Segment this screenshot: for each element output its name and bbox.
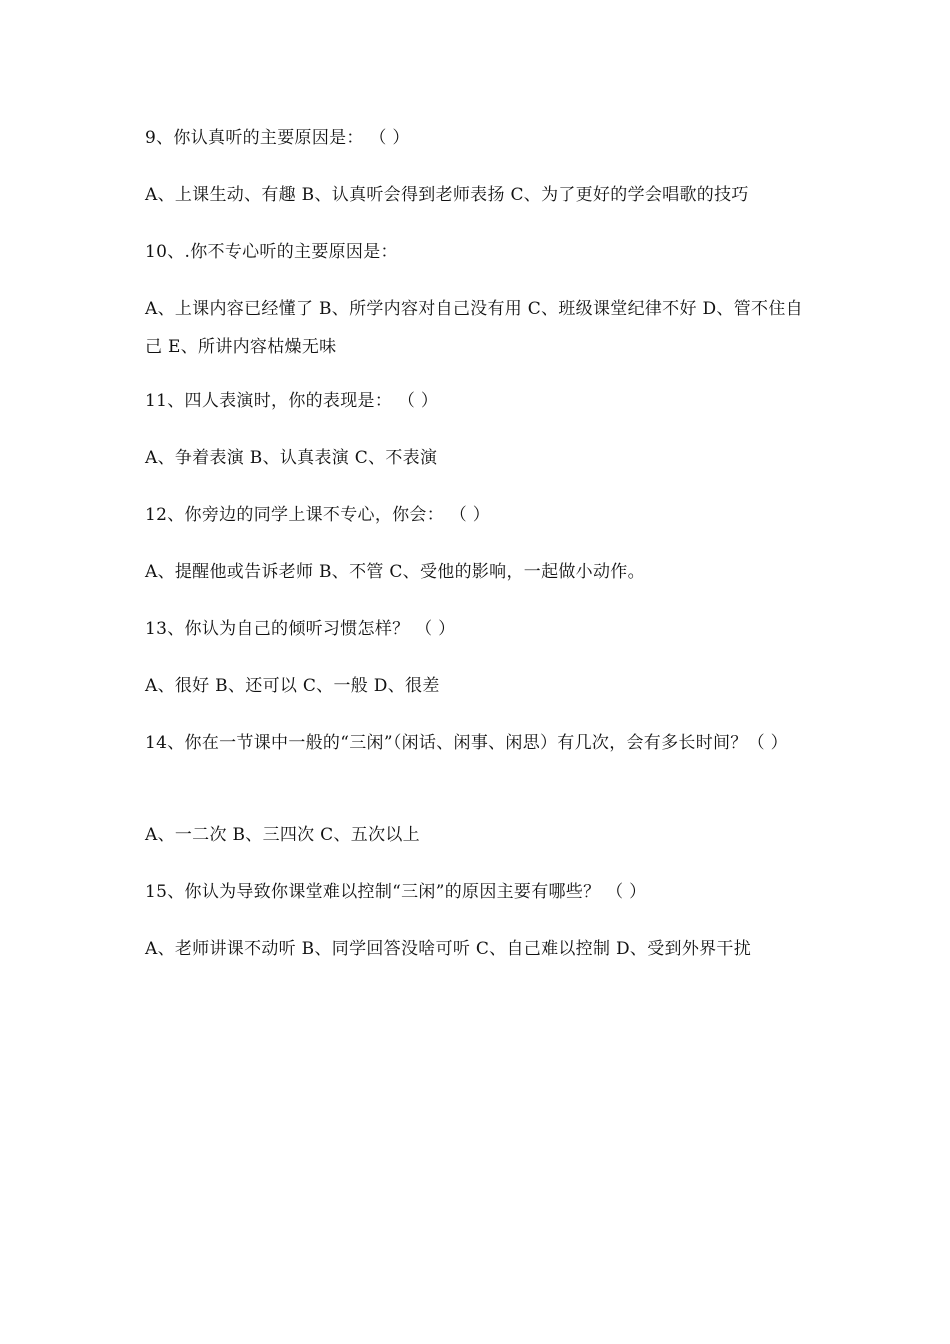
question-13-prompt: 13、你认为自己的倾听习惯怎样？ （ ）	[145, 619, 456, 639]
question-11-options: A、争着表演 B、认真表演 C、不表演	[145, 448, 438, 468]
question-15-prompt: 15、你认为导致你课堂难以控制“三闲”的原因主要有哪些？ （ ）	[145, 882, 647, 902]
question-9-prompt: 9、你认真听的主要原因是： （ ）	[145, 128, 410, 148]
question-12-options: A、提醒他或告诉老师 B、不管 C、受他的影响，一起做小动作。	[145, 562, 645, 582]
question-14-prompt: 14、你在一节课中一般的“三闲”（闲话、闲事、闲思）有几次，会有多长时间？（ ）	[145, 733, 788, 753]
question-14-options: A、一二次 B、三四次 C、五次以上	[145, 825, 420, 845]
question-15-options: A、老师讲课不动听 B、同学回答没啥可听 C、自己难以控制 D、受到外界干扰	[145, 939, 752, 959]
question-13-options: A、很好 B、还可以 C、一般 D、很差	[145, 676, 440, 696]
question-10-prompt: 10、.你不专心听的主要原因是：	[145, 242, 398, 262]
question-9-options: A、上课生动、有趣 B、认真听会得到老师表扬 C、为了更好的学会唱歌的技巧	[145, 185, 749, 205]
question-12-prompt: 12、你旁边的同学上课不专心，你会： （ ）	[145, 505, 491, 525]
question-11-prompt: 11、四人表演时，你的表现是： （ ）	[145, 391, 439, 411]
question-10-options: A、上课内容已经懂了 B、所学内容对自己没有用 C、班级课堂纪律不好 D、管不住自己 E、所讲内容枯燥无味	[145, 299, 803, 357]
document-page	[145, 0, 810, 1344]
